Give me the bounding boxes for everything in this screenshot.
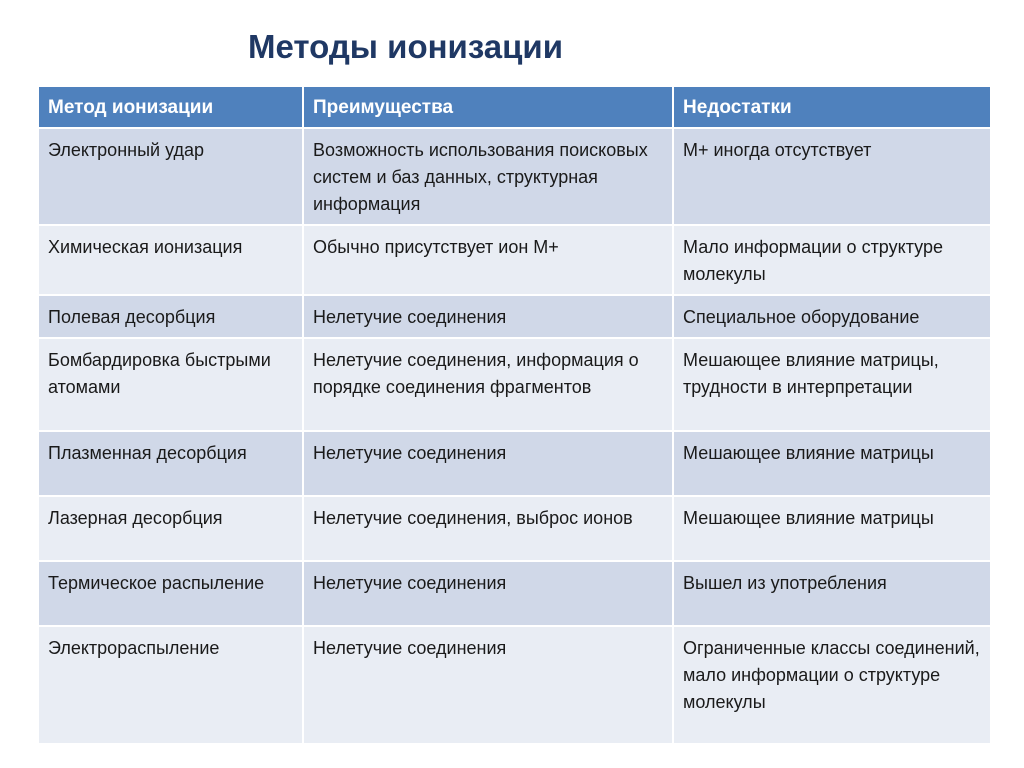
- method-cell: Плазменная десорбция: [38, 431, 303, 496]
- advantages-cell: Нелетучие соединения, выброс ионов: [303, 496, 673, 561]
- method-cell: Бомбардировка быстрыми атомами: [38, 338, 303, 431]
- disadvantages-cell: Мешающее влияние матрицы: [673, 431, 991, 496]
- disadvantages-cell: Ограниченные классы соединений, мало информации о структуре молекулы: [673, 626, 991, 744]
- ionization-methods-table: [37, 85, 992, 745]
- advantages-cell: Нелетучие соединения: [303, 561, 673, 626]
- table-row: [38, 496, 991, 561]
- header-method: Метод ионизации: [38, 86, 303, 128]
- disadvantages-cell: Мешающее влияние матрицы: [673, 496, 991, 561]
- table-row: [38, 295, 991, 338]
- disadvantages-cell: Вышел из употребления: [673, 561, 991, 626]
- disadvantages-cell: M+ иногда отсутствует: [673, 128, 991, 225]
- table-row: [38, 431, 991, 496]
- disadvantages-cell: Мешающее влияние матрицы, трудности в интерпретации: [673, 338, 991, 431]
- header-advantages: Преимущества: [303, 86, 673, 128]
- method-cell: Химическая ионизация: [38, 225, 303, 295]
- advantages-cell: Нелетучие соединения, информация о порядке соединения фрагментов: [303, 338, 673, 431]
- method-cell: Термическое распыление: [38, 561, 303, 626]
- method-cell: Электронный удар: [38, 128, 303, 225]
- advantages-cell: Нелетучие соединения: [303, 431, 673, 496]
- disadvantages-cell: Специальное оборудование: [673, 295, 991, 338]
- table-row: [38, 561, 991, 626]
- table-row: [38, 128, 991, 225]
- disadvantages-cell: Мало информации о структуре молекулы: [673, 225, 991, 295]
- advantages-cell: Нелетучие соединения: [303, 626, 673, 744]
- table-row: [38, 626, 991, 744]
- advantages-cell: Возможность использования поисковых систем и баз данных, структурная информация: [303, 128, 673, 225]
- advantages-cell: Обычно присутствует ион M+: [303, 225, 673, 295]
- advantages-cell: Нелетучие соединения: [303, 295, 673, 338]
- method-cell: Электрораспыление: [38, 626, 303, 744]
- table-header-row: [38, 86, 991, 128]
- header-disadvantages: Недостатки: [673, 86, 991, 128]
- table-row: [38, 338, 991, 431]
- method-cell: Лазерная десорбция: [38, 496, 303, 561]
- slide-title: Методы ионизации: [248, 28, 563, 65]
- table-row: [38, 225, 991, 295]
- method-cell: Полевая десорбция: [38, 295, 303, 338]
